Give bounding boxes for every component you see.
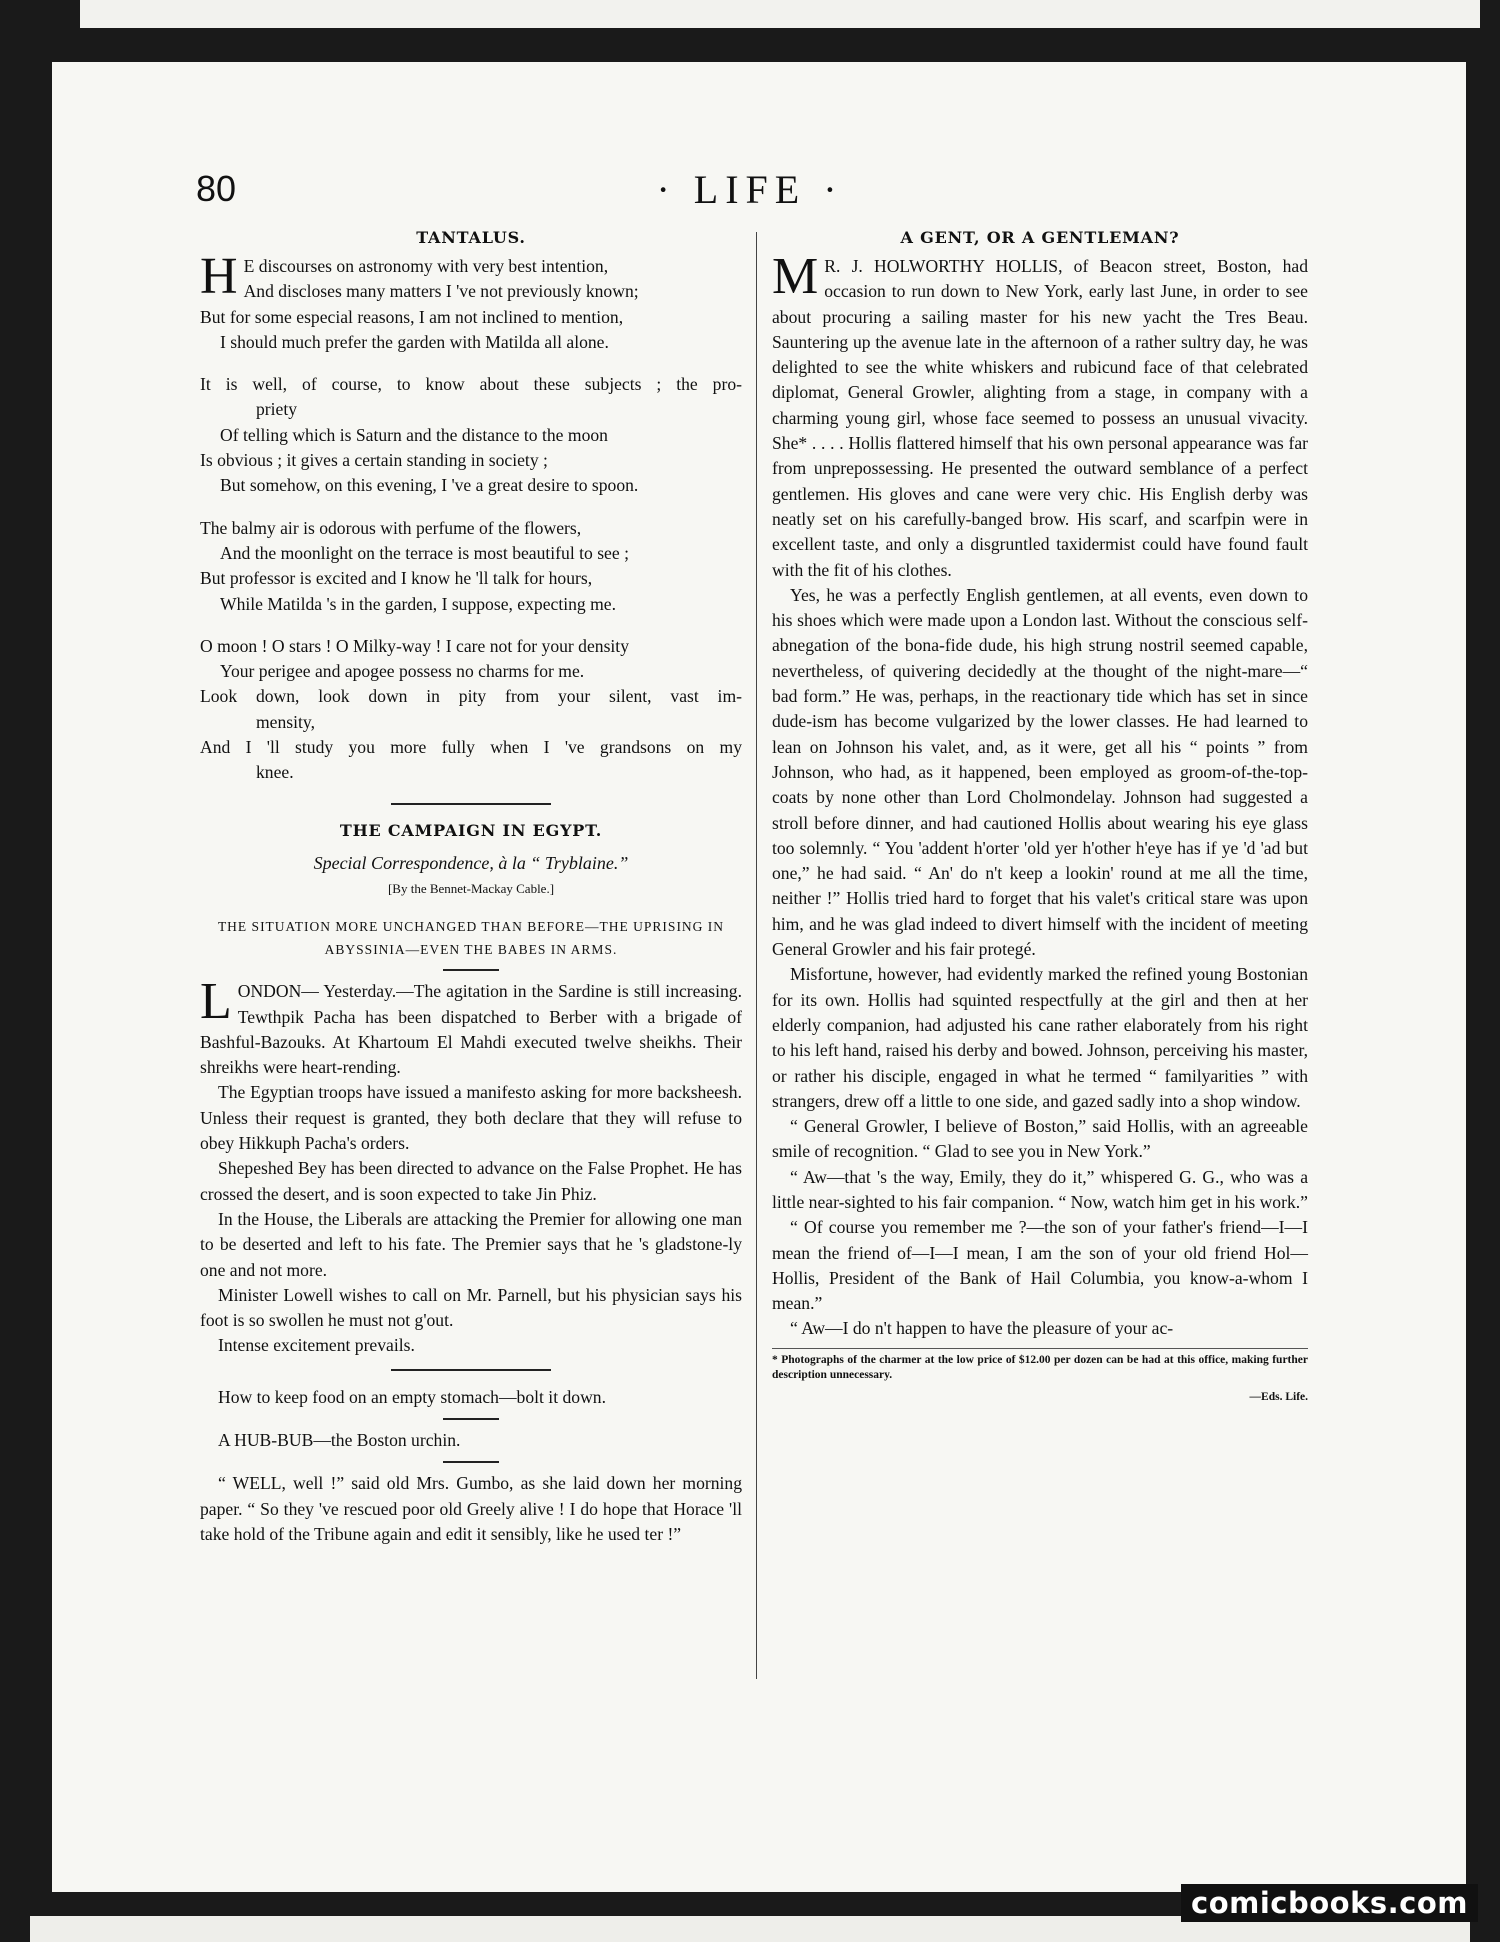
poem-line: mensity,	[256, 711, 315, 732]
poem-line: priety	[256, 399, 298, 420]
egypt-lead: ONDON— Yesterday.—The agitation in the Sardine is still increasing. Tewthpik Pacha has been dispatched to Berber with a brigade of Bashful-Bazouks. At Khartoum El Mahdi executed twelve sheikhs. Their shreikhs were heart-rending.	[200, 981, 742, 1078]
egypt-paragraph: Intense excitement prevails.	[218, 1335, 415, 1356]
gent-paragraph: “ General Growler, I believe of Boston,” said Hollis, with an agreeable smile of recognition. “ Glad to see you in New York.”	[772, 1116, 1308, 1162]
poem-stanza	[200, 516, 742, 617]
section-rule	[443, 969, 499, 971]
poem-line: And the moonlight on the terrace is most beautiful to see ;	[220, 542, 629, 563]
poem-line: But for some especial reasons, I am not inclined to mention,	[200, 306, 624, 327]
egypt-summary: THE SITUATION MORE UNCHANGED THAN BEFORE—THE UPRISING IN ABYSSINIA—EVEN THE BABES IN ARMS.	[217, 919, 725, 958]
poem-line: E discourses on astronomy with very best intention,	[243, 256, 609, 276]
poem-line: But professor is excited and I know he 'll talk for hours,	[200, 568, 593, 589]
poem-line: It is well, of course, to know about these subjects ; the pro-	[200, 374, 742, 395]
section-rule	[391, 1369, 551, 1371]
joke-gumbo: “ WELL, well !” said old Mrs. Gumbo, as she laid down her morning paper. “ So they 've rescued poor old Greely alive ! I do hope that Horace 'll take hold of the Tribune again and edit it sensibly, like he used ter !”	[200, 1473, 742, 1544]
joke-bolt: How to keep food on an empty stomach—bolt it down.	[218, 1386, 606, 1407]
gent-paragraph: “ Of course you remember me ?—the son of your father's friend—I—I mean the friend of—I—I mean, I am the son of your old friend Hol—Hollis, President of the Bank of Hail Columbia, you know-a-whom I mean.”	[772, 1217, 1308, 1314]
section-rule	[443, 1418, 499, 1420]
drop-cap: M	[772, 248, 819, 305]
page-number: 80	[196, 168, 237, 209]
poem-stanza	[200, 372, 742, 498]
masthead-title: · LIFE ·	[656, 167, 844, 212]
watermark-logo: comicbooks.com	[1181, 1884, 1478, 1922]
egypt-paragraph: Shepeshed Bey has been directed to advance on the False Prophet. He has crossed the desert, and is soon expected to take Jin Phiz.	[200, 1158, 742, 1204]
section-rule	[443, 1461, 499, 1463]
gent-paragraph: “ Aw—that 's the way, Emily, they do it,” whispered G. G., who was a little near-sighted to his fair companion. “ Now, watch him get in his work.”	[772, 1166, 1308, 1212]
poem-line: But somehow, on this evening, I 've a great desire to spoon.	[220, 475, 639, 496]
gent-paragraph: R. J. HOLWORTHY HOLLIS, of Beacon street, Boston, had occasion to run down to New York, early last June, in order to see about procuring a sailing master for his new yacht the Tres Beau. Sauntering up the avenue late in the afternoon of a rather sultry day, he was delighted to see the white whiskers and rubicund face of that celebrated diplomat, General Growler, alighting from a stage, in company with a charming young girl, whose face seemed to possess an unusual vivacity. She* . . . . Hollis flattered himself that his own personal appearance was far from unprepossessing. He presented the outward semblance of a perfect gentlemen. His gloves and cane were very chic. His English derby was neatly set on his carefully-banged brow. His scarf, and scarfpin were in excellent taste, and only a disgruntled taxidermist could have found fault with the fit of his clothes.	[772, 256, 1308, 580]
poem-line: knee.	[256, 762, 294, 783]
joke-hubbub: A HUB-BUB—the Boston urchin.	[218, 1429, 461, 1450]
page-top-edge	[80, 0, 1480, 28]
poem-line: O moon ! O stars ! O Milky-way ! I care not for your density	[200, 635, 629, 656]
right-column	[772, 226, 1308, 1410]
poem-line: And discloses many matters I 've not previously known;	[243, 281, 639, 302]
egypt-article	[200, 973, 742, 1358]
poem-line: I should much prefer the garden with Matilda all alone.	[220, 331, 609, 352]
gent-paragraph: Yes, he was a perfectly English gentlemen, at all events, even down to his shoes which were made upon a London last. Without the conscious self-abnegation of the bona-fide dude, his high strung nostril seemed capable, nevertheless, of quivering decidedly at the thought of the night-mare—“ bad form.” He was, perhaps, in the reactionary tide which has set in since dude-ism has become vulgarized by the lower classes. He had learned to lean on Johnson his valet, and, as it were, get all his “ points ” from Johnson, who had, as it happened, been employed as groom-of-the-top-coats by none other than Lord Cholmondelay. Johnson had suggested a stroll before dinner, and had cautioned Hollis about wearing his eye glass too solemnly. “ You 'addent h'orter 'old yer h'other h'eye has if ye 'd 'ad but one,” he had said. “ An' do n't keep a lookin' round at me all the time, neither !” Hollis tried hard to forget that his valet's critical stare was upon him, and he was glad indeed to divert himself with the incident of meeting General Growler and his fair protegé.	[772, 584, 1308, 960]
egypt-title: THE CAMPAIGN IN EGYPT.	[339, 820, 603, 840]
left-column	[200, 226, 742, 1547]
tantalus-poem	[200, 248, 742, 786]
drop-cap: L	[200, 973, 232, 1031]
footnote-signature: —Eds. Life.	[1249, 1390, 1308, 1403]
poem-line: Look down, look down in pity from your silent, vast im-	[200, 686, 742, 707]
poem-line: Your perigee and apogee possess no charms for me.	[220, 661, 585, 682]
poem-line: The balmy air is odorous with perfume of the flowers,	[200, 517, 582, 538]
drop-cap: H	[200, 248, 238, 305]
footnote: * Photographs of the charmer at the low price of $12.00 per dozen can be had at this office, making further description unnecessary.	[772, 1348, 1308, 1383]
gent-article	[772, 248, 1308, 1342]
tantalus-title: TANTALUS.	[416, 228, 526, 247]
gent-paragraph: Misfortune, however, had evidently marked the refined young Bostonian for its own. Hollis had squinted respectfully at the girl and then at her elderly companion, had adjusted his cane rather elaborately from his right to his left hand, raised his derby and bowed. Johnson, perceiving his master, or rather his disciple, engaged in what he termed “ familyarities ” with strangers, drew off a little to one side, and gazed sadly into a shop window.	[772, 964, 1308, 1111]
poem-stanza	[200, 248, 742, 355]
poem-line: And I 'll study you more fully when I 've grandsons on my	[200, 737, 742, 758]
gent-paragraph: “ Aw—I do n't happen to have the pleasure of your ac-	[790, 1318, 1174, 1339]
egypt-paragraph: Minister Lowell wishes to call on Mr. Parnell, but his physician says his foot is so swollen he must not g'out.	[200, 1284, 742, 1331]
egypt-subhead: Special Correspondence, à la “ Tryblaine.”	[313, 852, 629, 873]
poem-line: Of telling which is Saturn and the distance to the moon	[220, 424, 608, 445]
poem-stanza	[200, 634, 742, 786]
section-rule	[391, 803, 551, 805]
column-divider	[756, 232, 757, 1679]
egypt-paragraph: In the House, the Liberals are attacking the Premier for allowing one man to be deserted and left to his fate. The Premier says that he 's gladstone-ly one and not more.	[200, 1208, 742, 1280]
egypt-byline: [By the Bennet-Mackay Cable.]	[387, 880, 555, 896]
egypt-paragraph: The Egyptian troops have issued a manifesto asking for more backsheesh. Unless their request is granted, they both declare that they will refuse to obey Hikkuph Pacha's orders.	[200, 1082, 742, 1154]
poem-line: While Matilda 's in the garden, I suppose, expecting me.	[220, 593, 616, 614]
gent-title: A GENT, OR A GENTLEMAN?	[900, 228, 1180, 247]
poem-line: Is obvious ; it gives a certain standing in society ;	[200, 450, 548, 471]
